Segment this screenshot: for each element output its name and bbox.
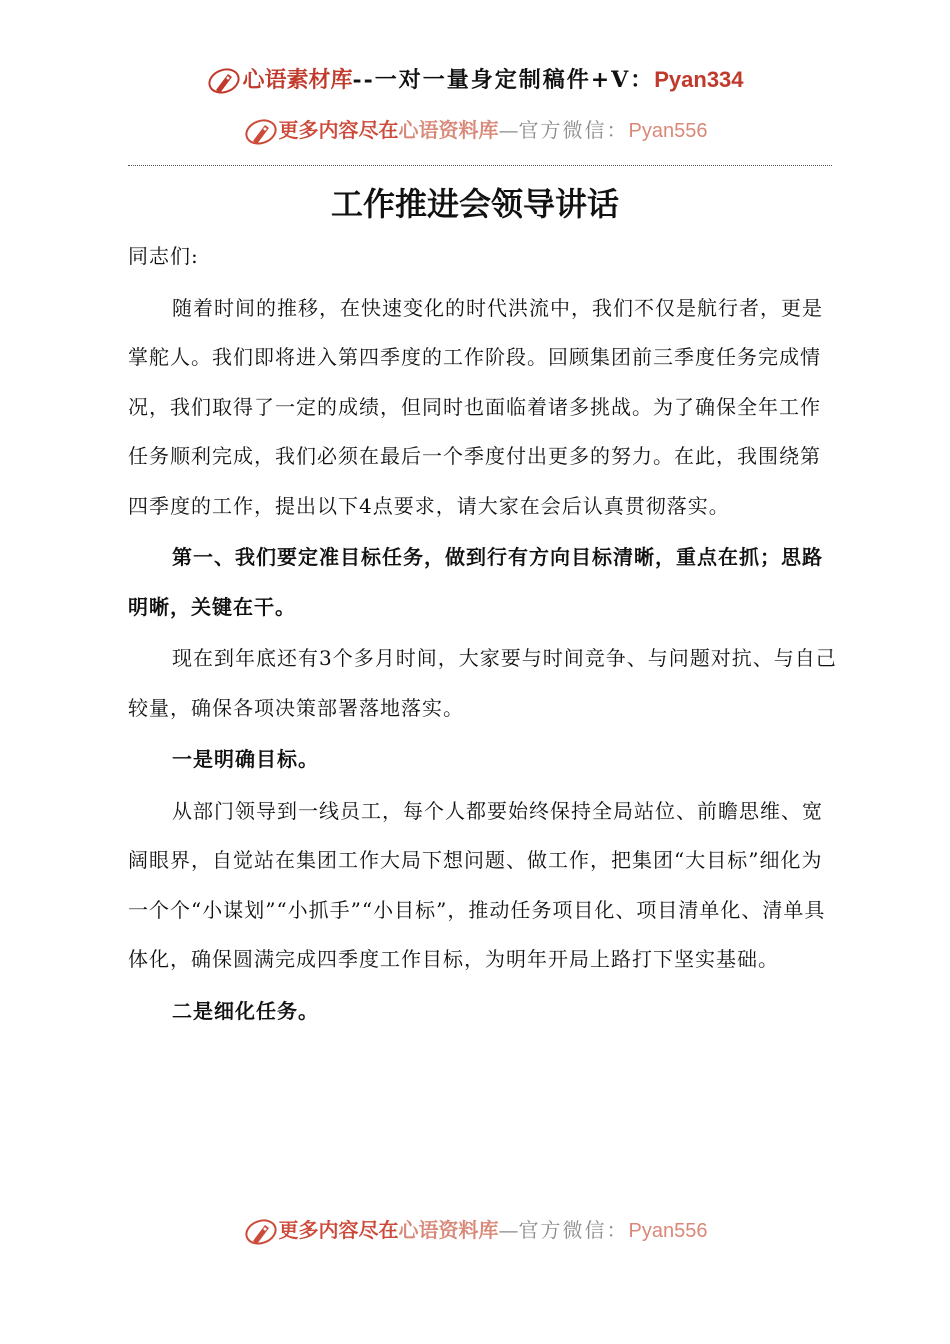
heading-first: 第一、我们要定准目标任务，做到行有方向目标清晰，重点在抓；思路明晰，关键在干。: [128, 545, 823, 619]
footer-contact-code: Pyan556: [628, 1220, 708, 1242]
sub-brand-b: 心语资料库: [398, 118, 499, 142]
sub-brand-a: 更多内容尽在: [278, 118, 399, 142]
subheading-goal: 一是明确目标。: [172, 747, 319, 771]
header-brand: 心语素材库: [242, 67, 353, 93]
paragraph-intro: 随着时间的推移，在快速变化的时代洪流中，我们不仅是航行者，更是掌舵人。我们即将进入第四季度的工作阶段。回顾集团前三季度任务完成情况，我们取得了一定的成绩，但同时也面临着诸多挑战。为了确保全年工作任务顺利完成，我们必须在最后一个季度付出更多的努力。在此，我围绕第四季度的工作，提出以下4点要求，请大家在会后认真贯彻落实。: [128, 295, 823, 518]
sub-contact-code: Pyan556: [628, 120, 708, 142]
pen-nib-logo-icon: [243, 117, 279, 147]
sub-dash: —: [498, 118, 519, 142]
paragraph-time: 现在到年底还有3个多月时间，大家要与时间竞争、与问题对抗、与自己较量，确保各项决策部署落地落实。: [128, 646, 837, 720]
header-top-banner: [0, 62, 950, 98]
header-slogan: --一对一量身定制稿件+V：: [352, 67, 655, 93]
footer-brand-b: 心语资料库: [398, 1218, 499, 1242]
pen-nib-logo-icon: [243, 1217, 279, 1247]
salutation: 同志们:: [128, 244, 199, 268]
document-title: 工作推进会领导讲话: [330, 185, 619, 223]
pen-nib-logo-icon: [206, 66, 242, 96]
document-body: [128, 232, 840, 1036]
header-divider: [128, 165, 832, 166]
sub-wechat-label: 官方微信：: [518, 118, 629, 142]
footer-wechat-label: 官方微信：: [518, 1218, 629, 1242]
subheading-task: 二是细化任务。: [172, 998, 319, 1023]
footer-dash: —: [498, 1218, 519, 1242]
footer-banner: [0, 1212, 950, 1249]
paragraph-goal: 从部门领导到一线员工，每个人都要始终保持全局站位、前瞻思维、宽阔眼界，自觉站在集团工作大局下想问题、做工作，把集团“大目标”细化为一个个“小谋划”“小抓手”“小目标”，推动任务项目化、项目清单化、清单具体化，确保圆满完成四季度工作目标，为明年开局上路打下坚实基础。: [128, 798, 826, 971]
footer-brand-a: 更多内容尽在: [278, 1218, 399, 1242]
header-contact-code: Pyan334: [654, 67, 744, 92]
header-sub-banner: [0, 112, 950, 149]
